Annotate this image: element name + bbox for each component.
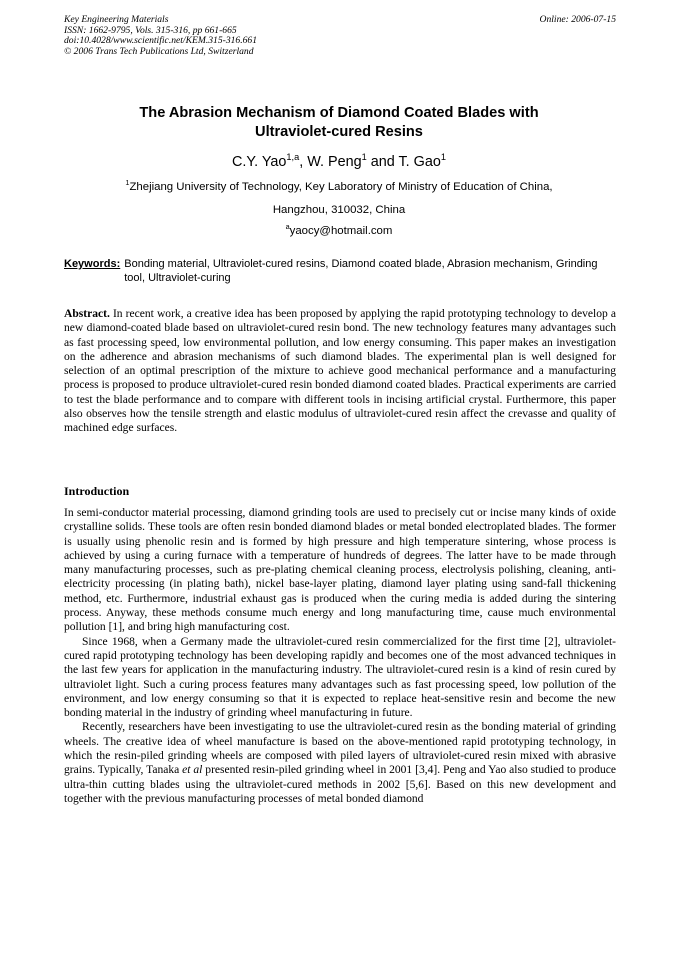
author-superscript: 1 — [361, 152, 367, 163]
keywords-label: Keywords: — [64, 258, 121, 270]
abstract-text: In recent work, a creative idea has been proposed by applying the rapid prototyping technology to develop a new diamond-coated blade based on ultraviolet-cured resin bond. The new technology features many advantages such as fast processing speed, low environmental pollution, and low energy consuming. This paper makes an investigation on the adherence and abrasion mechanisms of such diamond blades. The experimental plan is well designed for selection of an optimal prescription of the mixture to achieve good mechanical performance and a manufacturing process is proposed to produce ultraviolet-cured resin bonded diamond coated blades. Practical experiments are carried to test the blade performance and to compare with different tools in incising artificial crystal. Furthermore, this paper also observes how the tensile strength and elastic modulus of ultraviolet-cured resin affect the crevasse and quality of machined edge surfaces. — [64, 308, 616, 435]
intro-paragraph-3 — [64, 720, 616, 806]
keywords-block — [64, 258, 616, 285]
intro-paragraph-3-part-a: Recently, researchers have been investigating to use the ultraviolet-cured resin as the bonding material of grinding wheels. The creative idea of wheel manufacture is based on the above-mentioned rapid prototyping technology, in which the resin-piled grinding wheels are composed with piled layers of ultraviolet-cured resin mixed with abrasive grains. Typically, Tanaka — [64, 721, 616, 777]
author-name: T. Gao — [398, 154, 441, 170]
author-separator: , — [299, 154, 308, 170]
affiliation-line-2: Hangzhou, 310032, China — [272, 204, 406, 216]
email-address: yaocy@hotmail.com — [289, 225, 393, 237]
introduction-heading: Introduction — [64, 484, 130, 498]
issn-line: ISSN: 1662-9795, Vols. 315-316, pp 661-665 — [64, 24, 237, 36]
email-line — [0, 224, 678, 238]
affiliation-text: Zhejiang University of Technology, Key Laboratory of Ministry of Education of China, — [129, 181, 553, 193]
paper-title — [60, 104, 618, 142]
author-name: W. Peng — [307, 154, 362, 170]
et-al-text: et al — [182, 764, 203, 777]
title-line-2: Ultraviolet-cured Resins — [255, 124, 423, 140]
affiliation-line-1 — [0, 180, 678, 194]
copyright-line: © 2006 Trans Tech Publications Ltd, Switzerland — [64, 45, 254, 57]
author-superscript: 1,a — [286, 152, 300, 163]
intro-paragraph-2: Since 1968, when a Germany made the ultraviolet-cured resin commercialized for the first time [2], ultraviolet-cured rapid prototyping technology has been developing rapidly and becomes one of the most advanced techniques in the last few years for application in the manufacturing industry. The ultraviolet-cured resin is a kind of resin cured by ultraviolet light. Such a curing process features many advantages such as fast processing speed, low pollution of the environment, and low energy consuming so that it is expected to replace heat-sensitive resin and become the new bonding material in the industry of grinding wheel manufacturing in future. — [64, 635, 616, 720]
intro-paragraph-1: In semi-conductor material processing, diamond grinding tools are used to precisely cut or incise many kinds of oxide crystalline solids. These tools are often resin bonded diamond blades or metal bonded electroplated blades. The former is usually using phenolic resin and is formed by high pressure and high temperature sintering, whose process is achieved by using a curing furnace with a temperature of hundreds of degrees. The latter have to be made through many manufacturing processes, such as pre-plating chemical cleaning process, electrolysis polishing, cleaning, anti-electricity processing (in plating bath), nickel base-layer plating, diamond layer plating using sand-fall thickening method, etc. Furthermore, industrial exhaust gas is produced when the curing media is added during the sintering process. Anyway, these methods consume much energy and long manufacturing time, cause much environmental pollution [1], and bring high manufacturing cost. — [64, 507, 616, 634]
author-separator: and — [366, 154, 399, 170]
email-superscript: a — [285, 222, 290, 232]
intro-paragraph-3-part-b: presented resin-piled grinding wheel in 2001 [3,4]. Peng and Yao also studied to produce ultra-thin cutting blades using the ultraviolet-cured methods in 2002 [5,6]. Based on this new development and together with the previous manufacturing processes of metal bonded diamond — [64, 764, 616, 805]
introduction-body — [64, 506, 616, 806]
journal-header — [64, 15, 616, 57]
doi-line: doi:10.4028/www.scientific.net/KEM.315-316.661 — [64, 35, 258, 47]
author-name: C.Y. Yao — [231, 154, 287, 170]
author-list — [0, 153, 678, 171]
journal-name: Key Engineering Materials — [64, 14, 169, 25]
affiliation-superscript: 1 — [125, 178, 130, 188]
online-date: Online: 2006-07-15 — [539, 14, 616, 25]
author-superscript: 1 — [440, 152, 446, 163]
abstract-label: Abstract. — [64, 308, 110, 320]
title-line-1: The Abrasion Mechanism of Diamond Coated Blades with — [139, 105, 539, 121]
abstract-paragraph — [64, 307, 616, 436]
keywords-text: Bonding material, Ultraviolet-cured resins, Diamond coated blade, Abrasion mechanism, Grinding tool, Ultraviolet-curing — [124, 258, 598, 284]
